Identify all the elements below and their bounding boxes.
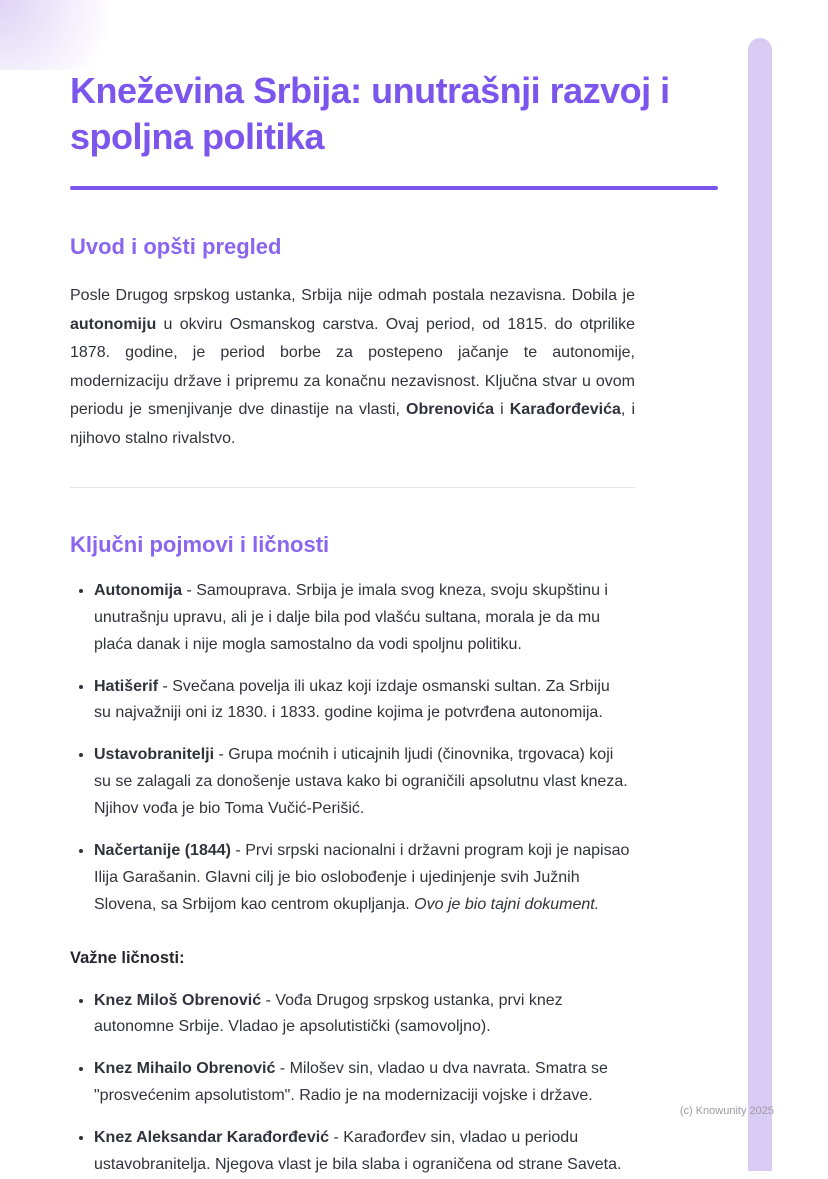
- list-item: • Knez Aleksandar Karađorđević - Karađorđev sin, vladao u periodu ustavobranitelja. Njegova vlast je bila slaba i ograničena od strane Saveta.: [94, 1125, 630, 1179]
- people-heading: Važne ličnosti:: [70, 948, 185, 967]
- list-item: • Knez Miloš Obrenović - Vođa Drugog srpskog ustanka, prvi knez autonomne Srbije. Vladao je apsolutistički (samovoljno).: [94, 988, 630, 1042]
- section-heading-key-terms: Ključni pojmovi i ličnosti: [70, 531, 330, 557]
- important-people-list: [70, 988, 630, 1179]
- list-item: • Autonomija - Samouprava. Srbija je imala svog kneza, svoju skupštinu i unutrašnju upravu, ali je i dalje bila pod vlašću sultana, morala je da mu plaća danak i nije mogla samostalno da vodi spoljnu politiku.: [94, 578, 630, 659]
- list-item: • Načertanije (1844) - Prvi srpski nacionalni i državni program koji je napisao Ilija Garašanin. Glavni cilj je bio oslobođenje i ujedinjenje svih Južnih Slovena, sa Srbijom kao centrom okupljanja. Ovo je bio tajni dokument.: [94, 838, 630, 919]
- list-item: • Knez Mihailo Obrenović - Milošev sin, vladao u dva navrata. Smatra se "prosvećenim apsolutistom". Radio je na modernizaciji vojske i države.: [94, 1056, 630, 1110]
- page-title: Kneževina Srbija: unutrašnji razvoj i spoljna politika: [70, 70, 670, 158]
- section-heading-intro: Uvod i opšti pregled: [70, 234, 282, 260]
- title-underline-rule: [70, 186, 718, 190]
- list-item: • Hatišerif - Svečana povelja ili ukaz koji izdaje osmanski sultan. Za Srbiju su najvažniji oni iz 1830. i 1833. godine kojima je potvrđena autonomija.: [94, 674, 630, 728]
- document-page: [70, 0, 718, 1179]
- section-divider: [70, 487, 635, 488]
- intro-paragraph: Posle Drugog srpskog ustanka, Srbija nije odmah postala nezavisna. Dobila je autonomiju u okviru Osmanskog carstva. Ovaj period, od 1815. do otprilike 1878. godine, je period borbe za postepeno jačanje te autonomije, modernizaciju države i pripremu za konačnu nezavisnost. Ključna stvar u ovom periodu je smenjivanje dve dinastije na vlasti, Obrenovića i Karađorđevića, i njihovo stalno rivalstvo.: [70, 287, 635, 447]
- scrollbar-thumb[interactable]: [748, 38, 772, 1171]
- key-terms-list: [70, 578, 630, 919]
- footer-credit: (c) Knowunity 2025: [679, 1105, 774, 1117]
- list-item: • Ustavobranitelji - Grupa moćnih i uticajnih ljudi (činovnika, trgovaca) koji su se zalagali za donošenje ustava kako bi ograničili apsolutnu vlast kneza. Njihov vođa je bio Toma Vučić-Perišić.: [94, 742, 630, 823]
